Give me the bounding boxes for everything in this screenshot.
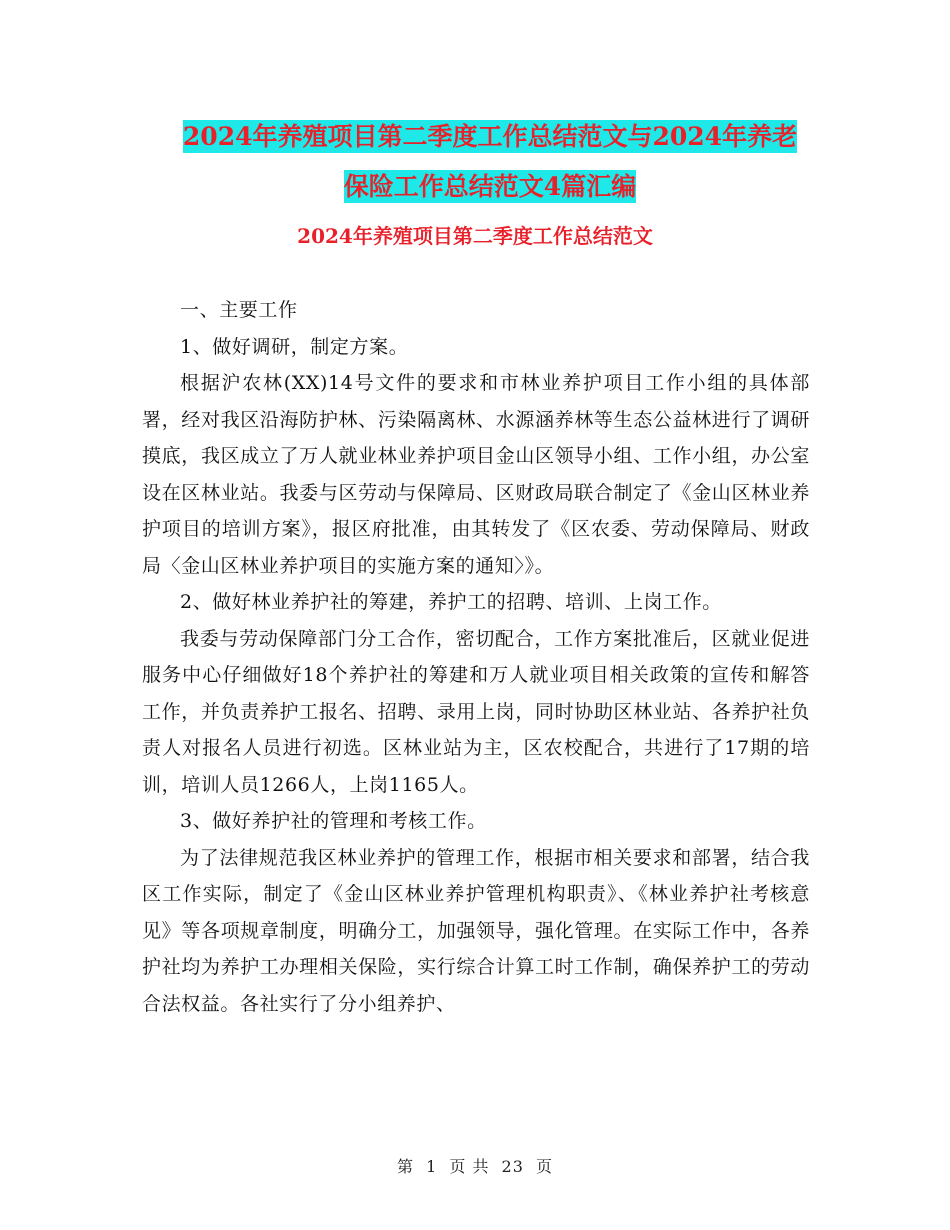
footer-suffix: 页 xyxy=(536,1157,554,1176)
item-3-heading: 3、做好养护社的管理和考核工作。 xyxy=(180,810,487,832)
page-footer xyxy=(0,1154,950,1177)
item-2-paragraph: 我委与劳动保障部门分工合作，密切配合，工作方案批准后，区就业促进服务中心仔细做好18个养护社的筹建和万人就业项目相关政策的宣传和解答工作，并负责养护工报名、招聘、录用上岗，同时协助区林业站、各养护社负责人对报名人员进行初选。区林业站为主，区农校配合，共进行了17期的培训，培训人员1266人，上岗1165人。 xyxy=(142,627,810,796)
item-3-paragraph: 为了法律规范我区林业养护的管理工作，根据市相关要求和部署，结合我区工作实际，制定了《金山区林业养护管理机构职责》、《林业养护社考核意见》等各项规章制度，明确分工，加强领导，强化管理。在实际工作中，各养护社均为养护工办理相关保险，实行综合计算工时工作制，确保养护工的劳动合法权益。各社实行了分小组养护、 xyxy=(142,846,810,1015)
title-line-2: 保险工作总结范文4篇汇编 xyxy=(343,172,637,201)
footer-middle: 页 共 xyxy=(449,1157,490,1176)
footer-prefix: 第 xyxy=(396,1157,414,1176)
item-1-heading: 1、做好调研，制定方案。 xyxy=(180,335,409,358)
item-1-paragraph: 根据沪农林(XX)14号文件的要求和市林业养护项目工作小组的具体部署，经对我区沿海防护林、污染隔离林、水源涵养林等生态公益林进行了调研摸底，我区成立了万人就业林业养护项目金山区领导小组、工作小组，办公室设在区林业站。我委与区劳动与保障局、区财政局联合制定了《金山区林业养护项目的培训方案》，报区府批准，由其转发了《区农委、劳动保障局、财政局〈金山区林业养护项目的实施方案的通知〉》。 xyxy=(142,372,810,577)
section-title: 2024年养殖项目第二季度工作总结范文 xyxy=(297,224,653,248)
body-text xyxy=(142,292,810,1022)
footer-total-pages: 23 xyxy=(501,1157,524,1176)
title-line-1: 2024年养殖项目第二季度工作总结范文与2024年养老 xyxy=(182,122,798,151)
footer-page-number: 1 xyxy=(426,1157,438,1176)
heading-main-work: 一、主要工作 xyxy=(180,299,298,321)
item-2-heading: 2、做好林业养护社的筹建，养护工的招聘、培训、上岗工作。 xyxy=(180,591,722,613)
document-title xyxy=(140,112,840,212)
